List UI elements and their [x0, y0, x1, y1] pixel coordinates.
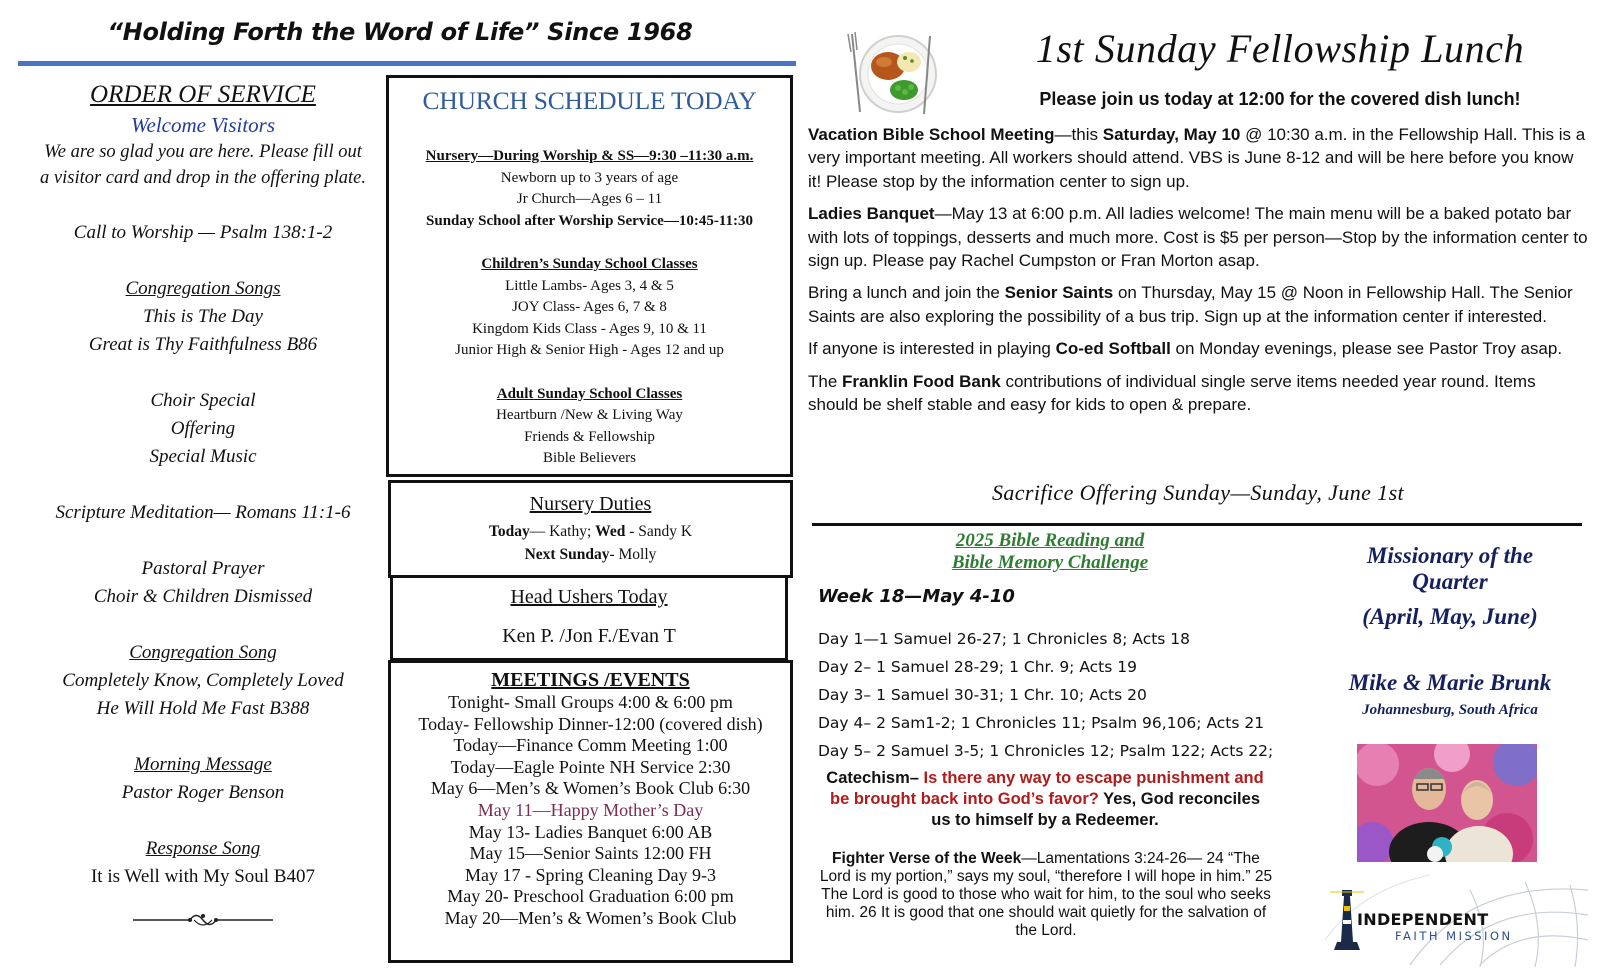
header-divider [18, 61, 796, 66]
ornament-divider-icon [128, 909, 278, 931]
reading-day: Day 5– 2 Samuel 3-5; 1 Chronicles 12; Psalm 122; Acts 22; [818, 742, 1274, 760]
song-2: Great is Thy Faithfulness B86 [88, 334, 318, 355]
tagline: “Holding Forth the Word of Life” Since 1968 [107, 18, 693, 46]
nursery-today: Today— Kathy; Wed - Sandy K [488, 523, 693, 540]
offering: Offering [170, 418, 236, 439]
missionary-quarter: (April, May, June) [1362, 604, 1538, 629]
schedule-nursery-heading: Nursery—During Worship & SS—9:30 –11:30 a.m. [425, 148, 754, 164]
meeting-item: Today—Finance Comm Meeting 1:00 [453, 735, 728, 756]
choir-children-dismissed: Choir & Children Dismissed [93, 586, 313, 607]
schedule-line: Bible Believers [543, 450, 636, 467]
meetings-title: MEETINGS /EVENTS [491, 669, 690, 691]
response-song: It is Well with My Soul B407 [90, 866, 316, 887]
song-4: He Will Hold Me Fast B388 [96, 698, 310, 719]
dinner-plate-icon [842, 26, 940, 118]
schedule-line: Newborn up to 3 years of age [500, 169, 679, 186]
meeting-item: Today—Eagle Pointe NH Service 2:30 [450, 756, 731, 777]
schedule-sunday-school: Sunday School after Worship Service—10:45-11:30 [426, 212, 753, 229]
schedule-line: JOY Class- Ages 6, 7 & 8 [512, 299, 667, 316]
special-music: Special Music [149, 446, 257, 467]
head-ushers-names: Ken P. /Jon F./Evan T [502, 625, 676, 647]
announcement-ladies-banquet: Ladies Banquet—May 13 at 6:00 p.m. All ladies welcome! The main menu will be a baked potato bar with lots of toppings, desserts and much more. Cost is $5 per person—Stop by the information center to sign up. Please pay Rachel Cumpston or Fran Morton asap. [808, 204, 1588, 271]
announcement-senior-saints: Bring a lunch and join the Senior Saints on Thursday, May 15 @ Noon in Fellowship Hall. The Senior Saints are also exploring the possibility of a bus trip. Sign up at the information center if interested. [808, 283, 1573, 326]
meeting-item: May 13- Ladies Banquet 6:00 AB [468, 821, 713, 842]
meeting-item: Today- Fellowship Dinner-12:00 (covered dish) [418, 713, 763, 734]
schedule-children-heading: Children’s Sunday School Classes [481, 255, 698, 272]
section-divider [812, 523, 1582, 526]
missionary-title-1: Missionary of the [1366, 543, 1534, 568]
schedule-line: Jr Church—Ages 6 – 11 [516, 191, 663, 208]
bible-reading-title: 2025 Bible Reading and Bible Memory Challenge [951, 530, 1149, 573]
schedule-title: CHURCH SCHEDULE TODAY [422, 86, 757, 115]
meeting-item: May 20- Preschool Graduation 6:00 pm [447, 886, 734, 907]
announcements [808, 123, 1588, 425]
reading-day: Day 3– 1 Samuel 30-31; 1 Chr. 10; Acts 20 [818, 686, 1147, 704]
pastoral-prayer: Pastoral Prayer [141, 558, 265, 579]
announcement-softball: If anyone is interested in playing Co-ed Softball on Monday evenings, please see Pastor Troy asap. [808, 339, 1563, 359]
nursery-duties-title: Nursery Duties [529, 493, 652, 515]
preacher: Pastor Roger Benson [121, 782, 285, 803]
head-ushers-title: Head Ushers Today [510, 586, 668, 608]
missionary-names: Mike & Marie Brunk [1348, 670, 1552, 695]
meeting-item-mothers-day: May 11—Happy Mother’s Day [477, 799, 704, 820]
meeting-item: May 6—Men’s & Women’s Book Club 6:30 [430, 778, 751, 799]
missionary-location: Johannesburg, South Africa [1362, 702, 1538, 718]
order-of-service-heading: ORDER OF SERVICE [90, 81, 316, 108]
missionary-section [1300, 543, 1600, 719]
schedule-adult-heading: Adult Sunday School Classes [496, 385, 683, 402]
announcement-food-bank: The Franklin Food Bank contributions of individual single serve items needed year round. Items should be shelf stable and easy for kids to open & prepare. [808, 371, 1536, 415]
bible-reading-week: Week 18—May 4-10 [818, 586, 1015, 607]
announcement-vbs: Vacation Bible School Meeting—this Saturday, May 10 @ 10:30 a.m. in the Fellowship Hall. This is a very important meeting. All workers should attend. VBS is June 8-12 and will be here before you know it! Please stop by the information center to sign up. [808, 125, 1586, 191]
missionary-title-2: Quarter [1412, 569, 1488, 594]
catechism: Catechism– Is there any way to escape punishment and be brought back into God’s favor? Yes, God reconciles us to himself by a Redeemer. [826, 769, 1264, 829]
nursery-duties-box [388, 480, 793, 578]
order-of-service [18, 78, 388, 931]
fellowship-lunch-title: 1st Sunday Fellowship Lunch [1035, 26, 1525, 71]
sacrifice-offering: Sacrifice Offering Sunday—Sunday, June 1st [991, 480, 1405, 505]
song-1: This is The Day [143, 306, 263, 327]
morning-message-label: Morning Message [134, 754, 272, 775]
fighter-verse: Fighter Verse of the Week—Lamentations 3:24-26— 24 “The Lord is my portion,” says my soul, “therefore I will hope in him.” 25 The Lord is good to those who wait for him, to the soul who seeks him. 26 It is good that one should wait quietly for the salvation of the Lord. [819, 850, 1273, 939]
welcome-text-2: a visitor card and drop in the offering plate. [40, 168, 366, 188]
scripture-meditation: Scripture Meditation— Romans 11:1-6 [55, 502, 351, 523]
congregation-song-label: Congregation Song [129, 642, 277, 663]
meetings-events-box [388, 660, 793, 963]
reading-day: Day 4– 2 Sam1-2; 1 Chronicles 11; Psalm 96,106; Acts 21 [818, 714, 1265, 732]
reading-day: Day 1—1 Samuel 26-27; 1 Chronicles 8; Acts 18 [818, 630, 1191, 648]
schedule-line: Friends & Fellowship [524, 428, 655, 445]
nursery-next-sunday: Next Sunday- Molly [524, 546, 657, 563]
missionary-photo [1357, 744, 1537, 862]
independent-faith-mission-logo: INDEPENDENT FAITH MISSION [1357, 910, 1513, 943]
meeting-item: Tonight- Small Groups 4:00 & 6:00 pm [448, 692, 733, 712]
meeting-item: May 15—Senior Saints 12:00 FH [469, 843, 712, 864]
congregation-songs-label: Congregation Songs [125, 278, 281, 299]
song-3: Completely Know, Completely Loved [62, 670, 344, 691]
schedule-line: Heartburn /New & Living Way [496, 407, 683, 424]
call-to-worship: Call to Worship — Psalm 138:1-2 [73, 222, 333, 243]
schedule-line: Little Lambs- Ages 3, 4 & 5 [505, 277, 674, 294]
bible-reading-days [818, 625, 1273, 765]
schedule-line: Junior High & Senior High - Ages 12 and up [455, 342, 724, 359]
choir-special: Choir Special [150, 390, 256, 411]
head-ushers-box [390, 575, 788, 661]
meeting-item: May 20—Men’s & Women’s Book Club [444, 907, 737, 928]
welcome-text-1: We are so glad you are here. Please fill out [44, 142, 362, 162]
schedule-line: Kingdom Kids Class - Ages 9, 10 & 11 [472, 320, 707, 337]
fellowship-lunch-subtitle: Please join us today at 12:00 for the covered dish lunch! [1039, 89, 1521, 109]
response-song-label: Response Song [145, 838, 261, 859]
church-schedule-box [386, 75, 793, 477]
meeting-item: May 17 - Spring Cleaning Day 9-3 [465, 864, 716, 885]
welcome-visitors: Welcome Visitors [130, 113, 276, 137]
reading-day: Day 2– 1 Samuel 28-29; 1 Chr. 9; Acts 19 [818, 658, 1137, 676]
